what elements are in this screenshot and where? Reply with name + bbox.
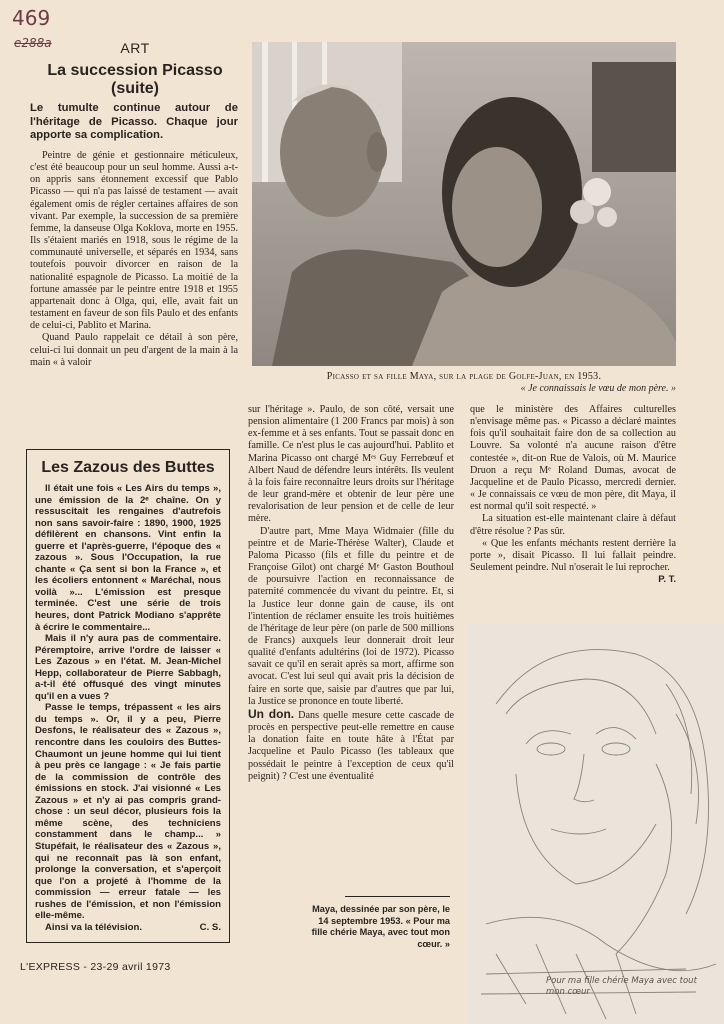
drawing-inscription: Pour ma fille chérie Maya avec tout mon cœur bbox=[546, 976, 697, 997]
footer: L'EXPRESS - 23-29 avril 1973 bbox=[20, 961, 171, 973]
paragraph: Il était une fois « Les Airs du temps », une émission de la 2ᵉ chaîne. On y ressuscitait les rengaines d'autrefois non sans savoir-faire : 1890, 1900, 1925 défilèrent en chansons. Vint enfin la guerre et l'après-guerre, l'époque des « zazous ». Sous l'Occupation, la rue chante « Ça sent si bon la France », et les écoliers entonnent « Maréchal, nous voilà »... L'émission est presque terminée. C'est une série de trois heures, dont Patrick Modiano s'apprête à écrire le commentaire... bbox=[35, 483, 221, 633]
pencil-drawing bbox=[466, 624, 724, 1024]
sidebar-body bbox=[35, 483, 221, 933]
article-headline: La succession Picasso (suite) bbox=[47, 62, 223, 97]
sidebar-title: Les Zazous des Buttes bbox=[41, 459, 215, 476]
beach-photograph bbox=[252, 42, 676, 366]
article-deck: Le tumulte continue autour de l'héritage de Picasso. Chaque jour apporte sa complication. bbox=[30, 102, 238, 141]
issue-dates: 23-29 avril 1973 bbox=[90, 961, 171, 973]
photo-illustration bbox=[252, 42, 676, 366]
photo-caption bbox=[252, 371, 676, 395]
caption-rule bbox=[345, 896, 450, 897]
article-column-1 bbox=[30, 150, 238, 369]
photo-caption-main: Picasso et sa fille Maya, sur la plage de Golfe-Juan, en 1953. bbox=[326, 371, 602, 382]
paragraph: Peintre de génie et gestionnaire méticuleux, c'est été beaucoup pour un seul homme. Aussi a-t-on appris sans étonnement excessif que Pablo Picasso — qui n'a pas laissé de testament — avait également omis de régler certaines affaires de son vivant. Par exemple, la succession de sa première femme, la danseuse Olga Koklova, morte en 1955. Ils s'étaient mariés en 1918, sous le régime de la communauté universelle, et séparés en 1934, sans toutefois pouvoir divorcer en raison de la nationalité espagnole de Picasso. La moitié de la fortune amassée par le peintre entre 1918 et 1955 appartenait donc à Olga, qui, elle, avait fait un testament en faveur de son fils Paulo et des enfants de celui-ci, Pablito et Marina. bbox=[30, 150, 238, 332]
closing-line: Ainsi va la télévision. bbox=[45, 921, 143, 933]
paragraph bbox=[248, 708, 454, 783]
handwritten-page-number: 469 bbox=[12, 6, 51, 30]
paragraph: La situation est-elle maintenant claire à défaut d'être résolue ? Pas sûr. bbox=[470, 513, 676, 537]
paragraph: Quand Paulo rappelait ce détail à son père, celui-ci lui donnait un peu d'argent de la main à la main « à valoir bbox=[30, 332, 238, 368]
photo-caption-quote: « Je connaissais le vœu de mon père. » bbox=[520, 383, 676, 394]
paragraph-text: Dans quelle mesure cette cascade de procès en perspective peut-elle remettre en cause la donation faite en toute hâte à l'État par Jacqueline et Paulo Picasso (les tableaux que possédait le peintre à l'exception de ceux qu'il peignit) ? C'est une éventualité bbox=[248, 709, 455, 782]
drawing-caption: Maya, dessinée par son père, le 14 septembre 1953. « Pour ma fille chérie Maya, avec tout mon cœur. » bbox=[311, 904, 450, 949]
paragraph: D'autre part, Mme Maya Widmaier (fille du peintre et de Marie-Thérèse Walter), Claude et Paloma Picasso (fils et fille du peintre et de Françoise Gilot) ont chargé Mᵉ Gaston Bouthoul de poursuivre l'action en reconnaissance de paternité commencée du vivant du peintre. Et, si la Justice leur donne gain de cause, ils ont l'intention de réclamer ensuite les trois huitièmes de l'héritage de leur père (on parle de 500 millions de Francs) auxquels leur donnerait droit leur qualité d'enfants adultérins (loi de 1972). Picasso savait ce qu'il en serait après sa mort, affirme son avocat. C'est lui seul qui avait pris la décision de faire en sorte que, saisie par d'autres que par lui, la Justice se prononce en toute liberté. bbox=[248, 525, 454, 707]
paragraph: sur l'héritage ». Paulo, de son côté, versait une pension alimentaire (1 200 Francs par mois) à son ex-femme et à ses enfants. Tout se passait donc en famille. Ce n'est plus le cas aujourd'hui. Pablito et Marina Picasso ont chargé Mᵉˢ Guy Ferrebœuf et Albert Naud de défendre leurs intérêts. Ils veulent à la fois faire reconnaître leurs droits sur l'héritage de leur grand-mère et obtenir de leur père une revalorisation de leur pension et de celle de leur mère. bbox=[248, 404, 454, 525]
paragraph: « Que les enfants méchants restent derrière la porte », disait Picasso. Il lui fallait peindre. Seulement peindre. Nul n'oserait le lui reprocher. bbox=[470, 537, 676, 574]
paragraph: Passe le temps, trépassent « les airs du temps ». Or, il y a peu, Pierre Desfons, le réalisateur des « Zazous », rencontre dans les couloirs des Buttes-Chaumont un jeune homme qui lui tient à peu près ce langage : « Je fais partie de la commission de contrôle des émissions en stock. J'ai visionné « Les Zazous » et n'y ai pas compris grand-chose : un seul décor, plusieurs fois la même scène, des techniciens constamment dans le champ... » Stupéfait, le réalisateur des « Zazous », qui ne reconnaît pas là son enfant, prolonge la conversation, et s'aperçoit que l'on a projeté à l'homme de la commission — erreur fatale — les rushes de l'émission, et non l'émission elle-même. bbox=[35, 702, 221, 922]
sidebar-signature: C. S. bbox=[199, 921, 221, 933]
article-signature: P. T. bbox=[658, 574, 676, 586]
section-label: ART bbox=[120, 40, 150, 56]
paragraph: Mais il n'y aura pas de commentaire. Péremptoire, arrive l'ordre de laisser « Les Zazous » en l'état. M. Jean-Michel Hepp, collaborateur de Pierre Sabbagh, a-t-il été offusqué des vingt minutes qu'il en a vues ? bbox=[35, 633, 221, 702]
publication-name: L'EXPRESS bbox=[20, 961, 81, 973]
handwritten-catalog-code: e288a bbox=[14, 36, 52, 50]
sidebar-box bbox=[26, 449, 230, 943]
paragraph: que le ministère des Affaires culturelles n'envisage même pas. « Picasso a déclaré maintes fois qu'il souhaitait faire don de sa collection au Louvre. Sa volonté n'a aucune raison d'être contestée », dit-on Rue de Valois, où M. Maurice Druon a reçu Mᵉ Roland Dumas, avocat de Jacqueline et de Paulo Picasso, mercredi dernier. « Je connaissais ce vœu de mon père, dit Maya, il est normal qu'il soit respecté. » bbox=[470, 404, 676, 513]
drawing-illustration bbox=[466, 624, 724, 1024]
subhead: Un don. bbox=[248, 706, 295, 721]
paragraph bbox=[35, 922, 221, 934]
article-column-3 bbox=[470, 404, 676, 586]
article-column-2 bbox=[248, 404, 454, 783]
